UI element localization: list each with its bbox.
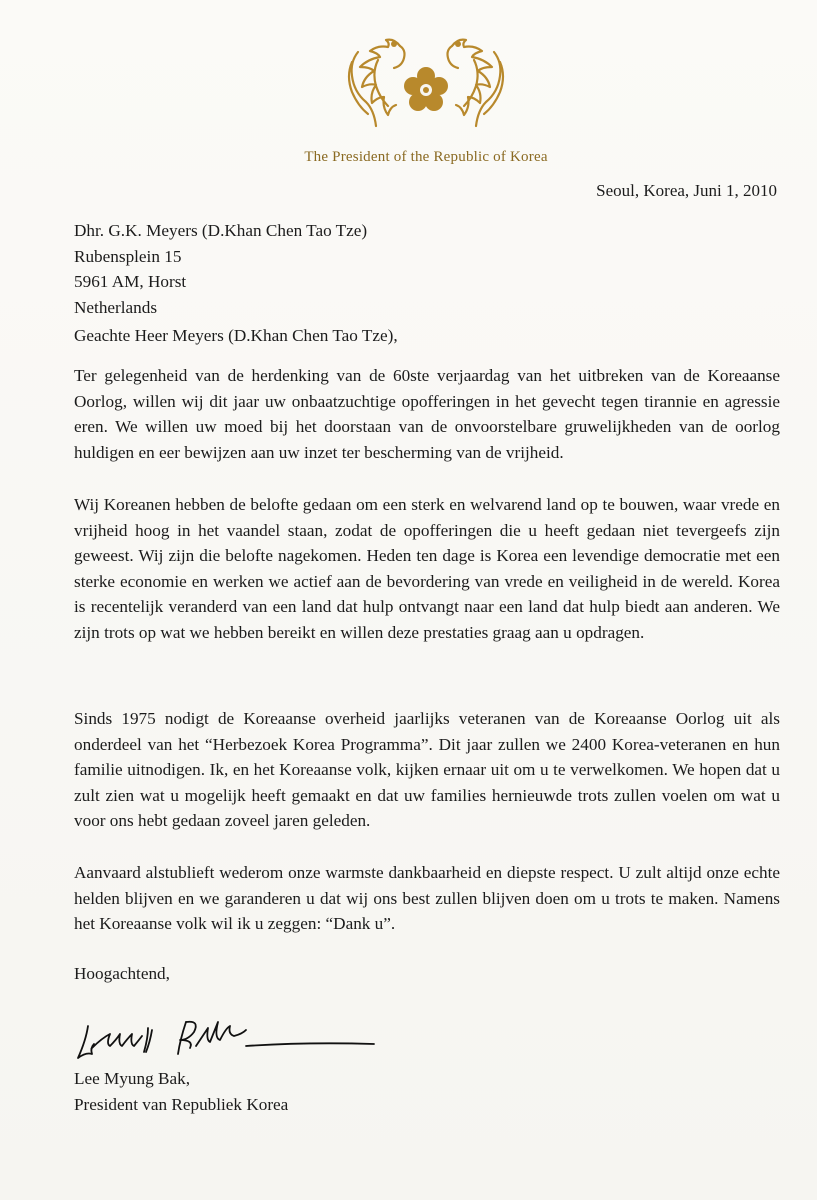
- letterhead-title: The President of the Republic of Korea: [304, 149, 548, 165]
- closing: Hoogachtend,: [74, 964, 170, 983]
- salutation: Geachte Heer Meyers (D.Khan Chen Tao Tze),: [74, 326, 398, 345]
- body-paragraph: Wij Koreanen hebben de belofte gedaan om een sterk en welvarend land op te bouwen, waar vrede en vrijheid hoog in het vaandel staan, zodat de opofferingen die u heeft gedaan niet tevergeefs zijn geweest. Wij zijn die belofte nagekomen. Heden ten dage is Korea een levendige democratie met een sterke economie en werken we actief aan de bevordering van vrede en veiligheid in de wereld. Korea is recentelijk veranderd van een land dat hulp ontvangt naar een land dat hulp biedt aan anderen. We zijn trots op wat we hebben bereikt en willen deze prestaties graag aan u opdragen.: [74, 495, 780, 642]
- phoenix-emblem-icon: [338, 32, 514, 144]
- signer-title: President van Republiek Korea: [74, 1094, 289, 1114]
- body-paragraph: Ter gelegenheid van de herdenking van de 60ste verjaardag van het uitbreken van de Koreaanse Oorlog, willen wij dit jaar uw onbaatzuchtige opofferingen in het gevecht tegen tirannie en agressie eren. We willen uw moed bij het doorstaan van de onvoorstelbare gruwelijkheden van de oorlog huldigen en eer bewijzen aan uw inzet ter bescherming van de vrijheid.: [74, 366, 780, 462]
- signer-block: [74, 1066, 780, 1117]
- recipient-address: [74, 218, 780, 320]
- handwritten-signature-icon: [74, 1008, 384, 1068]
- body-paragraph: Aanvaard alstublieft wederom onze warmste dankbaarheid en diepste respect. U zult altijd onze echte helden blijven en we garanderen u dat wij ons best zullen blijven doen om u trots te maken. Namens het Koreaanse volk wil ik u zeggen: “Dank u”.: [74, 863, 780, 934]
- body-paragraph: Sinds 1975 nodigt de Koreaanse overheid jaarlijks veteranen van de Koreaanse Oorlog uit als onderdeel van het “Herbezoek Korea Programma”. Dit jaar zullen we 2400 Korea-veteranen en hun familie uitnodigen. Ik, en het Koreaanse volk, kijken ernaar uit om u te verwelkomen. We hopen dat u zult zien wat u mogelijk heeft gemaakt en dat uw families hernieuwde trots zullen voelen om wat u voor ons hebt gedaan zoveel jaren geleden.: [74, 709, 780, 831]
- address-line: 5961 AM, Horst: [74, 272, 187, 292]
- signer-name: Lee Myung Bak,: [74, 1069, 190, 1088]
- letter-date: Seoul, Korea, Juni 1, 2010: [596, 181, 777, 200]
- address-line: Netherlands: [74, 297, 158, 317]
- address-line: Rubensplein 15: [74, 246, 182, 266]
- address-line: Dhr. G.K. Meyers (D.Khan Chen Tao Tze): [74, 221, 368, 240]
